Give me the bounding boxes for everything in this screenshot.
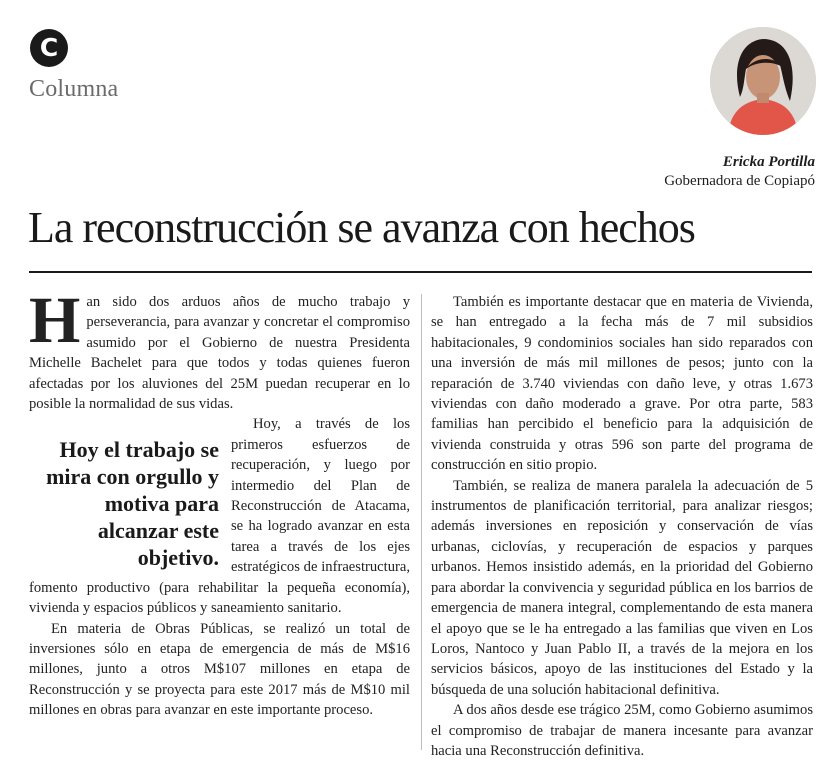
column-divider [421,294,422,750]
author-name: Ericka Portilla [722,154,815,170]
article-column-left [29,284,410,752]
article-paragraph-4: También es importante destacar que en materia de Vivienda, se han entregado a la fecha más de 7 mil subsidios habitacionales, 9 condominios sociales han sido reparados con una inversión de más mil millones de pesos; junto con la reparación de 3.740 viviendas con daño leve, y otras 1.673 viviendas con daño moderado a grave. Por otra parte, 583 familias han percibido el beneficio para la adquisición de vivienda construida y otras 596 son parte del programa de construcción en sitio propio. [431,294,813,474]
author-portrait-image [710,27,816,135]
pull-quote: Hoy el trabajo se mira con orgullo y motiva para alcanzar este objetivo. [46,437,219,571]
article-paragraph-6: A dos años desde ese trágico 25M, como Gobierno asumimos el compromiso de trabajar de manera incesante para avanzar hacia una Reconstrucción definitiva. [431,702,813,759]
article-paragraph-2: Hoy, a través de los primeros esfuerzos de recuperación, y luego por intermedio del Plan de Reconstrucción de Atacama, se ha logrado avanzar en esta tarea a través de los ejes estratégicos de infraestructura, fomento productivo (para rehabilitar la pequeña economía), vivienda y espacios públicos y saneamiento sanitario. [29,416,410,617]
column-logo-badge: C [30,29,68,67]
article-paragraph-5: También, se realiza de manera paralela la adecuación de 5 instrumentos de planificación territorial, para analizar riesgos; además inversiones en reposición y conservación de vías urbanas, ciclovías, y recuperación de espacios y parques urbanos. Hemos insistido además, en la prioridad del Gobierno para abordar la convivencia y seguridad pública en los barrios de emergencia de manera integral, complementando de esta manera el apoyo que se le ha entregado a las familias que viven en Los Loros, Nantoco y Juan Pablo II, a través de la mejora en los servicios básicos, apoyo de las instituciones del Estado y la búsqueda de una solución habitacional definitiva. [431,477,813,698]
article-headline: La reconstrucción se avanza con hechos [28,203,695,252]
drop-cap: H [29,284,81,357]
author-photo [710,27,816,135]
author-role: Gobernadora de Copiapó [664,173,815,189]
article-paragraph-3: En materia de Obras Públicas, se realizó un total de inversiones sólo en etapa de emergencia de más de M$16 millones, junto a otros M$107 millones en etapa de Reconstrucción y se proyecta para este 2017 más de M$10 mil millones en obras para avanzar en este importante proceso. [29,620,410,719]
section-label: Columna [29,76,119,102]
headline-divider [29,271,812,273]
article-column-right [431,292,813,759]
article-paragraph-1: Han sido dos arduos años de mucho trabajo y perseverancia, para avanzar y concretar el compromiso asumido por el Gobierno de nuestra Presidenta Michelle Bachelet para que todos y todas quienes fueron afectadas por los aluviones del 25M puedan recuperar en lo posible la normalidad de sus vidas. [29,284,410,413]
